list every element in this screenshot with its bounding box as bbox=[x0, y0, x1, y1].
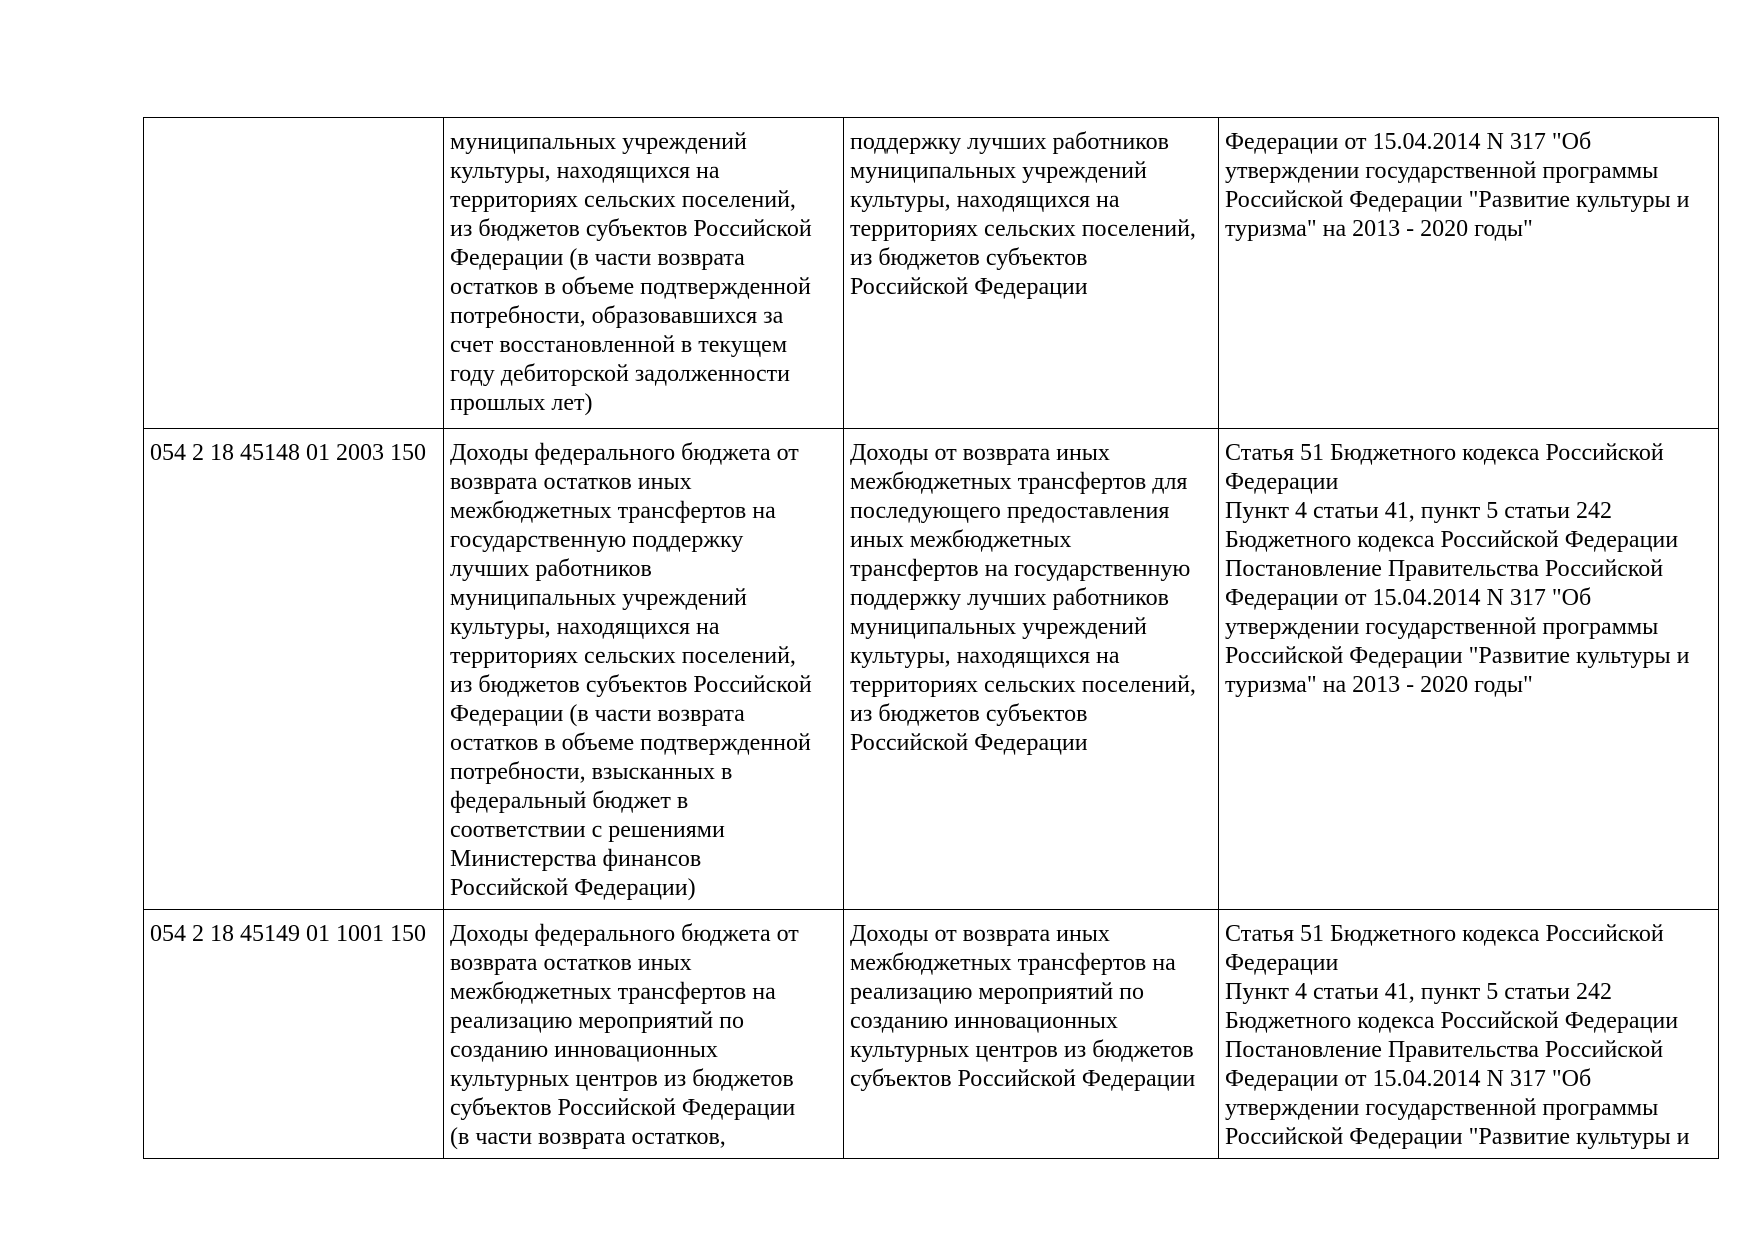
legal-basis-cell bbox=[1219, 910, 1719, 1159]
cell-text-line: Российской Федерации) bbox=[450, 875, 696, 901]
cell-text-line: Федерации bbox=[1225, 950, 1339, 976]
cell-text-line: потребности, взысканных в bbox=[450, 759, 733, 785]
cell-text-line: иных межбюджетных bbox=[850, 527, 1072, 553]
cell-text-line: межбюджетных трансфертов для bbox=[850, 469, 1188, 495]
cell-text-line: государственную поддержку bbox=[450, 527, 744, 553]
cell-text-line: муниципальных учреждений bbox=[450, 585, 747, 611]
cell-text-line: культуры, находящихся на bbox=[850, 187, 1120, 213]
cell-text-line: Бюджетного кодекса Российской Федерации bbox=[1225, 1008, 1679, 1034]
cell-text-line: Статья 51 Бюджетного кодекса Российской bbox=[1225, 440, 1664, 466]
cell-text-line: Федерации bbox=[1225, 469, 1339, 495]
cell-text-line: Федерации (в части возврата bbox=[450, 245, 745, 271]
table-row bbox=[144, 118, 1719, 429]
cell-text-line: потребности, образовавшихся за bbox=[450, 303, 784, 329]
cell-text-line: Доходы федерального бюджета от bbox=[450, 440, 799, 466]
cell-text-line: Министерства финансов bbox=[450, 846, 702, 872]
cell-text-line: культурных центров из бюджетов bbox=[850, 1037, 1194, 1063]
cell-text-line: утверждении государственной программы bbox=[1225, 158, 1659, 184]
cell-text-line: Российской Федерации "Развитие культуры и bbox=[1225, 1124, 1690, 1150]
legal-basis-cell bbox=[1219, 429, 1719, 910]
cell-text-line: созданию инновационных bbox=[850, 1008, 1118, 1034]
description-cell bbox=[444, 429, 844, 910]
cell-text-line: реализацию мероприятий по bbox=[850, 979, 1144, 1005]
cell-text-line: субъектов Российской Федерации bbox=[850, 1066, 1196, 1092]
income-code: 054 2 18 45148 01 2003 150 bbox=[150, 440, 426, 466]
income-code: 054 2 18 45149 01 1001 150 bbox=[150, 921, 426, 947]
cell-text-line: Пункт 4 статьи 41, пункт 5 статьи 242 bbox=[1225, 979, 1613, 1005]
table-body bbox=[144, 118, 1719, 1159]
description-cell bbox=[444, 910, 844, 1159]
cell-text-line: Федерации (в части возврата bbox=[450, 701, 745, 727]
cell-text-line: трансфертов на государственную bbox=[850, 556, 1191, 582]
cell-text-line: межбюджетных трансфертов на bbox=[850, 950, 1176, 976]
cell-text-line: (в части возврата остатков, bbox=[450, 1124, 726, 1150]
cell-text-line: году дебиторской задолженности bbox=[450, 361, 790, 387]
cell-text-line: территориях сельских поселений, bbox=[450, 187, 796, 213]
cell-text-line: культуры, находящихся на bbox=[450, 158, 720, 184]
cell-text-line: соответствии с решениями bbox=[450, 817, 725, 843]
cell-text-line: реализацию мероприятий по bbox=[450, 1008, 744, 1034]
cell-text-line: Статья 51 Бюджетного кодекса Российской bbox=[1225, 921, 1664, 947]
cell-text-line: культурных центров из бюджетов bbox=[450, 1066, 794, 1092]
cell-text-line: поддержку лучших работников bbox=[850, 585, 1169, 611]
cell-text-line: Федерации от 15.04.2014 N 317 "Об bbox=[1225, 1066, 1592, 1092]
cell-text-line: Доходы от возврата иных bbox=[850, 921, 1110, 947]
cell-text-line: Федерации от 15.04.2014 N 317 "Об bbox=[1225, 129, 1592, 155]
cell-text-line: из бюджетов субъектов Российской bbox=[450, 216, 812, 242]
category-cell bbox=[844, 429, 1219, 910]
cell-text-line: из бюджетов субъектов bbox=[850, 245, 1088, 271]
cell-text-line: прошлых лет) bbox=[450, 390, 593, 416]
table-row bbox=[144, 429, 1719, 910]
cell-text-line: Доходы федерального бюджета от bbox=[450, 921, 799, 947]
cell-text-line: территориях сельских поселений, bbox=[850, 216, 1196, 242]
cell-text-line: культуры, находящихся на bbox=[850, 643, 1120, 669]
cell-text-line: остатков в объеме подтвержденной bbox=[450, 730, 811, 756]
cell-text-line: субъектов Российской Федерации bbox=[450, 1095, 796, 1121]
cell-text-line: возврата остатков иных bbox=[450, 469, 692, 495]
cell-text-line: Российской Федерации "Развитие культуры и bbox=[1225, 187, 1690, 213]
cell-text-line: Российской Федерации bbox=[850, 730, 1088, 756]
cell-text-line: Федерации от 15.04.2014 N 317 "Об bbox=[1225, 585, 1592, 611]
cell-text-line: утверждении государственной программы bbox=[1225, 1095, 1659, 1121]
cell-text-line: Постановление Правительства Российской bbox=[1225, 556, 1664, 582]
cell-text-line: последующего предоставления bbox=[850, 498, 1170, 524]
cell-text-line: культуры, находящихся на bbox=[450, 614, 720, 640]
code-cell bbox=[144, 118, 444, 429]
cell-text-line: территориях сельских поселений, bbox=[450, 643, 796, 669]
cell-text-line: Доходы от возврата иных bbox=[850, 440, 1110, 466]
cell-text-line: муниципальных учреждений bbox=[850, 614, 1147, 640]
cell-text-line: из бюджетов субъектов bbox=[850, 701, 1088, 727]
cell-text-line: Российской Федерации bbox=[850, 274, 1088, 300]
cell-text-line: территориях сельских поселений, bbox=[850, 672, 1196, 698]
cell-text-line: утверждении государственной программы bbox=[1225, 614, 1659, 640]
budget-classification-table bbox=[143, 117, 1719, 1159]
cell-text-line: поддержку лучших работников bbox=[850, 129, 1169, 155]
cell-text-line: возврата остатков иных bbox=[450, 950, 692, 976]
cell-text-line: муниципальных учреждений bbox=[450, 129, 747, 155]
description-cell bbox=[444, 118, 844, 429]
table-row bbox=[144, 910, 1719, 1159]
cell-text-line: федеральный бюджет в bbox=[450, 788, 689, 814]
cell-text-line: муниципальных учреждений bbox=[850, 158, 1147, 184]
cell-text-line: лучших работников bbox=[450, 556, 652, 582]
cell-text-line: Российской Федерации "Развитие культуры и bbox=[1225, 643, 1690, 669]
cell-text-line: из бюджетов субъектов Российской bbox=[450, 672, 812, 698]
category-cell bbox=[844, 118, 1219, 429]
code-cell bbox=[144, 429, 444, 910]
cell-text-line: межбюджетных трансфертов на bbox=[450, 979, 776, 1005]
cell-text-line: Постановление Правительства Российской bbox=[1225, 1037, 1664, 1063]
cell-text-line: Пункт 4 статьи 41, пункт 5 статьи 242 bbox=[1225, 498, 1613, 524]
cell-text-line: туризма" на 2013 - 2020 годы" bbox=[1225, 672, 1533, 698]
legal-basis-cell bbox=[1219, 118, 1719, 429]
cell-text-line: счет восстановленной в текущем bbox=[450, 332, 788, 358]
cell-text-line: Бюджетного кодекса Российской Федерации bbox=[1225, 527, 1679, 553]
category-cell bbox=[844, 910, 1219, 1159]
cell-text-line: созданию инновационных bbox=[450, 1037, 718, 1063]
code-cell bbox=[144, 910, 444, 1159]
cell-text-line: туризма" на 2013 - 2020 годы" bbox=[1225, 216, 1533, 242]
cell-text-line: остатков в объеме подтвержденной bbox=[450, 274, 811, 300]
cell-text-line: межбюджетных трансфертов на bbox=[450, 498, 776, 524]
